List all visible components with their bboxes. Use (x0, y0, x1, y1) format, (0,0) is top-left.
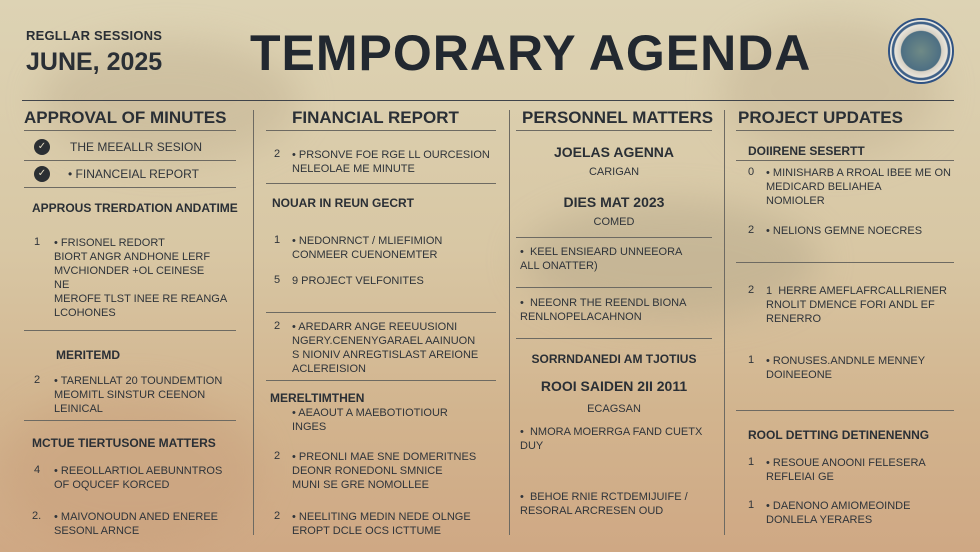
personnel-title: DIES MAT 2023 (563, 194, 665, 210)
session-date: JUNE, 2025 (26, 48, 163, 76)
item-number: 1 (274, 234, 281, 246)
divider (736, 160, 954, 161)
item-number: 1 (748, 354, 755, 366)
agenda-item: • RESOUE ANOONI FELESERA REFLEIAI GE (766, 457, 926, 483)
item-number: 2 (748, 284, 755, 296)
divider (516, 338, 712, 339)
divider (266, 312, 496, 313)
agenda-item: • TARENLLAT 20 TOUNDEMTION MEOMITL SINSTUR CEENON LEINICAL (54, 375, 223, 415)
item-number: 2 (274, 320, 281, 332)
agenda-item: • NMORA MOERRGA FAND CUETX DUY (520, 426, 703, 452)
agenda-item: • AREDARR ANGE REEUUSIONI NGERY.CENENYGARAEL AAINUON S NIONIV ANREGTISLAST AREIONE ACLEREISION (292, 321, 479, 375)
divider (266, 130, 496, 131)
divider (736, 410, 954, 411)
agenda-item: • NEEONR THE REENDL BIONA RENLNOPELACAHNON (520, 297, 687, 323)
agenda-item: • REEOLLARTIOL AEBUNNTROS OF OQUCEF KORCED (54, 465, 223, 491)
agenda-item: • PREONLI MAE SNE DOMERITNES DEONR RONEDONL SMNICE MUNI SE GRE NOMOLLEE (292, 451, 477, 491)
item-number: 2. (32, 510, 42, 522)
agenda-item: • NELIONS GEMNE NOECRES (766, 225, 923, 237)
item-number: 2 (274, 450, 281, 462)
agenda-item: • FRISONEL REDORT BIORT ANGR ANDHONE LERF MVCHIONDER +OL CEINESE NE MEROFE TLST INEE RE REANGA LCOHONES (54, 237, 228, 319)
heading-approval-of-minutes: APPROVAL OF MINUTES (24, 108, 227, 127)
official-seal-icon (888, 18, 954, 84)
section-subheading: DOIIRENE SESERTT (748, 144, 865, 158)
section-subheading: MERELTIMTHEN (270, 391, 365, 405)
check-icon: ✓ (34, 139, 50, 155)
heading-personnel-matters: PERSONNEL MATTERS (522, 108, 714, 127)
header-divider (22, 100, 954, 101)
section-subheading: SORRNDANEDI AM TJOTIUS (531, 352, 697, 366)
column-divider (724, 110, 725, 535)
divider (736, 262, 954, 263)
divider (736, 130, 954, 131)
personnel-caption: ECAGSAN (587, 403, 641, 415)
divider (24, 330, 236, 331)
divider (24, 187, 236, 188)
agenda-item: • NEELITING MEDIN NEDE OLNGE EROPT DCLE OCS ICTTUME (292, 511, 471, 537)
section-subheading: MERITEMD (56, 348, 120, 362)
divider (266, 380, 496, 381)
section-subheading: APPROUS TRERDATION ANDATIME (32, 201, 238, 215)
minutes-item: THE MEEALLR SESION (70, 140, 203, 154)
personnel-caption: COMED (593, 216, 635, 228)
agenda-item: • PRSONVE FOE RGE LL OURCESION NELEOLAE ME MINUTE (292, 149, 490, 175)
personnel-title: ROOI SAIDEN 2II 2011 (540, 378, 688, 394)
item-number: 2 (748, 224, 755, 236)
section-subheading: NOUAR IN REUN GECRT (272, 196, 415, 210)
item-number: 1 (748, 499, 755, 511)
divider (266, 183, 496, 184)
column-divider (509, 110, 510, 535)
agenda-item: • MINISHARB A RROAL IBEE ME ON MEDICARD BELIAHEA NOMIOLER (766, 167, 951, 207)
section-subheading: ROOL DETTING DETINENENNG (748, 428, 930, 442)
item-number: 0 (748, 166, 755, 178)
agenda-item: 1 HERRE AMEFLAFRCALLRIENER RNOLIT DMENCE FORI ANDL EF RENERRO (766, 285, 947, 325)
agenda-item: 9 PROJECT VELFONITES (292, 275, 424, 287)
agenda-item: • DAENONO AMIOMEOINDE DONLELA YERARES (766, 500, 911, 526)
item-number: 1 (34, 236, 41, 248)
personnel-caption: CARIGAN (588, 166, 640, 178)
agenda-item: • AEAOUT A MAEBOTIOTIOUR INGES (292, 407, 448, 433)
divider (24, 160, 236, 161)
item-number: 1 (748, 456, 755, 468)
check-icon: ✓ (34, 166, 50, 182)
page-title: TEMPORARY AGENDA (250, 25, 812, 81)
agenda-item: • RONUSES.ANDNLE MENNEY DOINEEONE (766, 355, 926, 381)
sessions-label: REGLLAR SESSIONS (26, 28, 163, 43)
section-subheading: MCTUE TIERTUSONE MATTERS (32, 436, 216, 450)
divider (516, 237, 712, 238)
minutes-item: • FINANCEIAL REPORT (68, 167, 199, 181)
column-divider (253, 110, 254, 535)
personnel-title: JOELAS AGENNA (553, 144, 675, 160)
divider (24, 420, 236, 421)
agenda-item: • BEHOE RNIE RCTDEMIJUIFE / RESORAL ARCRESEN OUD (520, 491, 688, 517)
item-number: 2 (274, 148, 281, 160)
divider (516, 130, 712, 131)
item-number: 2 (34, 374, 41, 386)
item-number: 4 (34, 464, 41, 476)
item-number: 2 (274, 510, 281, 522)
heading-financial-report: FINANCIAL REPORT (292, 108, 459, 127)
agenda-item: • MAIVONOUDN ANED ENEREE SESONL ARNCE (54, 511, 218, 537)
divider (516, 287, 712, 288)
agenda-item: • NEDONRNCT / MLIEFIMION CONMEER CUENONEMTER (292, 235, 443, 261)
agenda-item: • KEEL ENSIEARD UNNEEORA ALL ONATTER) (520, 246, 683, 272)
header-left (26, 28, 162, 77)
divider (24, 130, 236, 131)
item-number: 5 (274, 274, 281, 286)
heading-project-updates: PROJECT UPDATES (738, 108, 903, 127)
